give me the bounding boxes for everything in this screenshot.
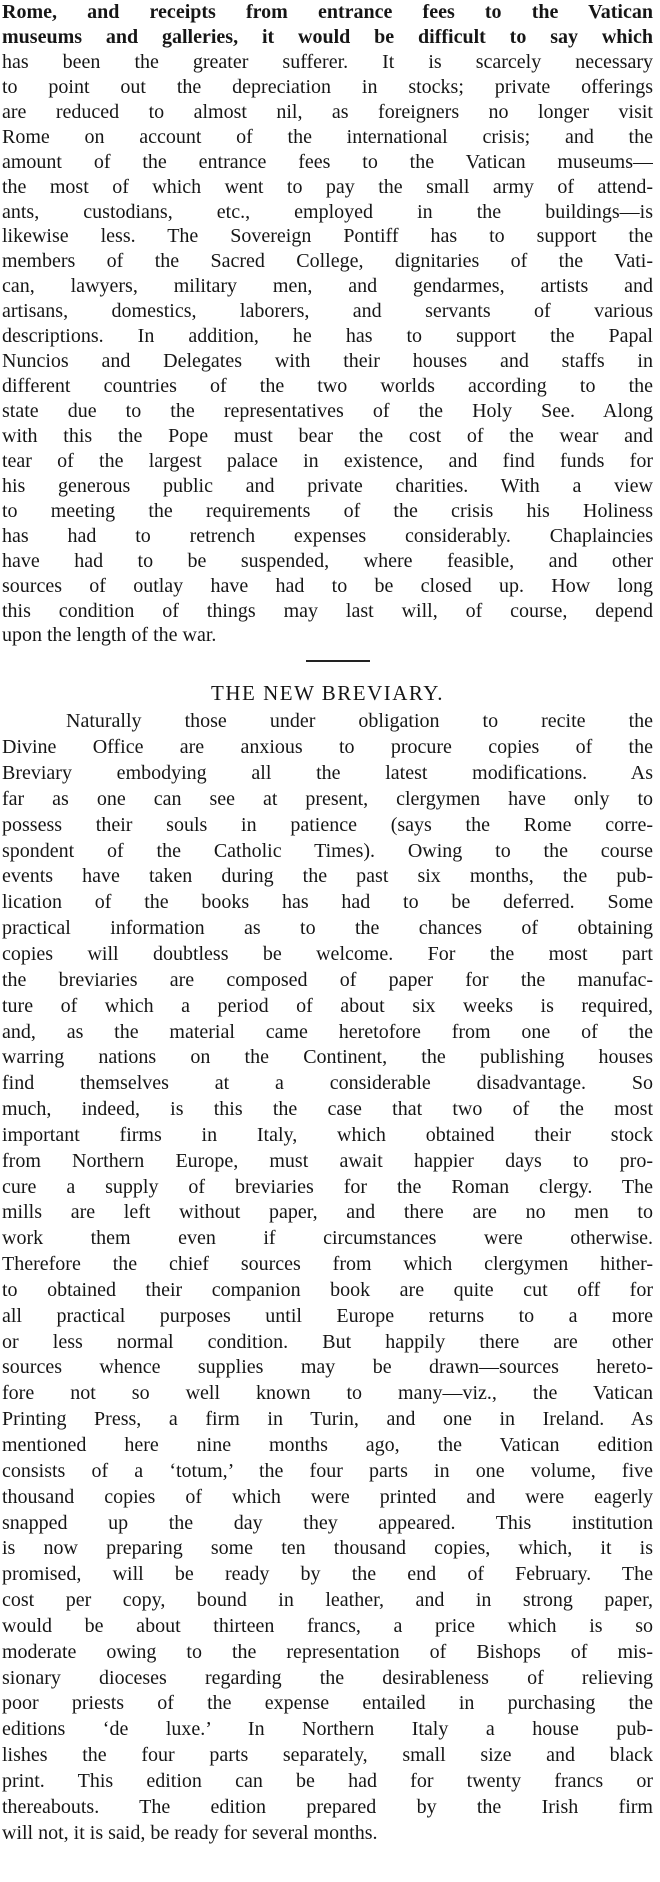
- text-line: Rome, and receipts from entrance fees to the Vatican: [2, 1, 653, 23]
- text-line: to meeting the requirements of the crisis his Holiness: [2, 499, 653, 522]
- text-line: with this the Pope must bear the cost of the wear and: [2, 424, 653, 447]
- text-line: from Northern Europe, must await happier days to pro-: [2, 1149, 653, 1172]
- text-line: tear of the largest palace in existence, and find funds for: [2, 449, 653, 472]
- text-line: Rome on account of the international crisis; and the: [2, 125, 653, 148]
- text-line: find themselves at a considerable disadvantage. So: [2, 1072, 653, 1095]
- text-line: spondent of the Catholic Times). Owing to the course: [2, 839, 653, 862]
- text-line: fore not so well known to many—viz., the Vatican: [2, 1382, 653, 1405]
- text-line: likewise less. The Sovereign Pontiff has to support the: [2, 225, 653, 248]
- text-line: to point out the depreciation in stocks; private offerings: [2, 75, 653, 98]
- text-line: lishes the four parts separately, small size and black: [2, 1744, 653, 1767]
- text-line: has been the greater sufferer. It is scarcely necessary: [2, 50, 653, 73]
- text-line: Breviary embodying all the latest modifications. As: [2, 762, 653, 785]
- text-line: Nuncios and Delegates with their houses and staffs in: [2, 350, 653, 373]
- text-line: would be about thirteen francs, a price which is so: [2, 1614, 653, 1637]
- text-line: this condition of things may last will, of course, depend: [2, 599, 653, 622]
- paragraph-pope-finances: [2, 0, 653, 648]
- text-line: thereabouts. The edition prepared by the Irish firm: [2, 1795, 653, 1818]
- section-divider: [2, 648, 653, 673]
- text-line: poor priests of the expense entailed in purchasing the: [2, 1692, 653, 1715]
- text-line: Printing Press, a firm in Turin, and one in Ireland. As: [2, 1408, 653, 1431]
- text-line: mills are left without paper, and there are no men to: [2, 1201, 653, 1224]
- text-line: ture of which a period of about six weeks is required,: [2, 994, 653, 1017]
- article-column: [2, 0, 653, 1847]
- text-line: upon the length of the war.: [2, 624, 217, 647]
- text-line: or less normal condition. But happily there are other: [2, 1330, 653, 1353]
- text-line: sionary dioceses regarding the desirableness of relieving: [2, 1666, 653, 1689]
- text-line: Naturally those under obligation to recite the: [66, 710, 653, 733]
- text-line: important firms in Italy, which obtained their stock: [2, 1123, 653, 1146]
- text-line: practical information as to the chances of obtaining: [2, 917, 653, 940]
- text-line: work them even if circumstances were otherwise.: [2, 1227, 653, 1250]
- text-line: consists of a ‘totum,’ the four parts in one volume, five: [2, 1459, 653, 1482]
- text-line: Divine Office are anxious to procure copies of the: [2, 736, 653, 759]
- text-line: thousand copies of which were printed and were eagerly: [2, 1485, 653, 1508]
- text-line: the most of which went to pay the small army of attend-: [2, 175, 653, 198]
- text-line: lication of the books has had to be deferred. Some: [2, 891, 653, 914]
- text-line: events have taken during the past six months, the pub-: [2, 865, 653, 888]
- text-line: are reduced to almost nil, as foreigners no longer visit: [2, 100, 653, 123]
- text-line: have had to be suspended, where feasible, and other: [2, 549, 653, 572]
- text-line: possess their souls in patience (says the Rome corre-: [2, 813, 653, 836]
- text-line: to obtained their companion book are quite cut off for: [2, 1278, 653, 1301]
- text-line: much, indeed, is this the case that two of the most: [2, 1098, 653, 1121]
- text-line: will not, it is said, be ready for several months.: [2, 1821, 378, 1844]
- text-line: Therefore the chief sources from which clergymen hither-: [2, 1253, 653, 1276]
- text-line: all practical purposes until Europe returns to a more: [2, 1304, 653, 1327]
- section-heading: THE NEW BREVIARY.: [211, 681, 444, 706]
- text-line: amount of the entrance fees to the Vatican museums—: [2, 150, 653, 173]
- text-line: artisans, domestics, laborers, and servants of various: [2, 300, 653, 323]
- text-line: is now preparing some ten thousand copies, which, it is: [2, 1537, 653, 1560]
- paragraph-new-breviary: [2, 709, 653, 1846]
- text-line: cure a supply of breviaries for the Roman clergy. The: [2, 1175, 653, 1198]
- text-line: sources whence supplies may be drawn—sources hereto-: [2, 1356, 653, 1379]
- text-line: his generous public and private charities. With a view: [2, 474, 653, 497]
- text-line: the breviaries are composed of paper for the manufac-: [2, 968, 653, 991]
- text-line: moderate owing to the representation of Bishops of mis-: [2, 1640, 653, 1663]
- text-line: museums and galleries, it would be difficult to say which: [2, 25, 653, 48]
- text-line: copies will doubtless be welcome. For the most part: [2, 942, 653, 965]
- text-line: descriptions. In addition, he has to support the Papal: [2, 325, 653, 348]
- text-line: state due to the representatives of the Holy See. Along: [2, 400, 653, 422]
- text-line: different countries of the two worlds according to the: [2, 375, 653, 398]
- text-line: cost per copy, bound in leather, and in strong paper,: [2, 1589, 653, 1612]
- text-line: sources of outlay have had to be closed up. How long: [2, 574, 653, 597]
- text-line: promised, will be ready by the end of February. The: [2, 1563, 653, 1586]
- text-line: warring nations on the Continent, the publishing houses: [2, 1046, 653, 1069]
- text-line: members of the Sacred College, dignitaries of the Vati-: [2, 250, 653, 273]
- text-line: has had to retrench expenses considerably. Chaplaincies: [2, 524, 653, 547]
- text-line: ants, custodians, etc., employed in the buildings—is: [2, 200, 653, 223]
- text-line: print. This edition can be had for twenty francs or: [2, 1769, 653, 1792]
- text-line: snapped up the day they appeared. This institution: [2, 1511, 653, 1534]
- text-line: editions ‘de luxe.’ In Northern Italy a house pub-: [2, 1718, 653, 1741]
- text-line: can, lawyers, military men, and gendarmes, artists and: [2, 275, 653, 298]
- text-line: mentioned here nine months ago, the Vatican edition: [2, 1434, 653, 1456]
- text-line: and, as the material came heretofore from one of the: [2, 1020, 653, 1043]
- text-line: far as one can see at present, clergymen have only to: [2, 787, 653, 810]
